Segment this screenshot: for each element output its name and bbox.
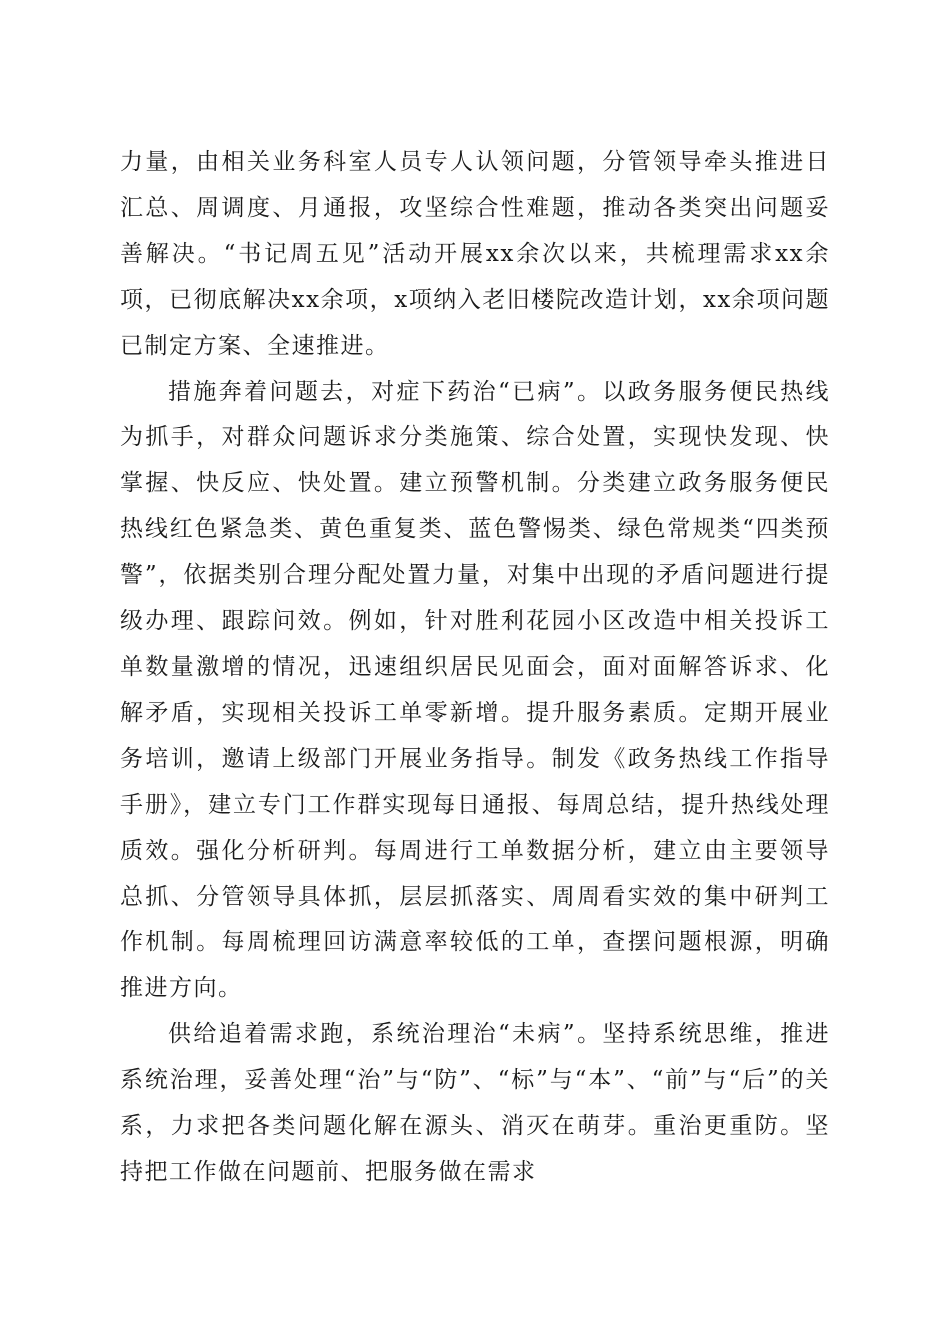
document-body	[120, 140, 830, 1196]
paragraph-1: 力量，由相关业务科室人员专人认领问题，分管领导牵头推进日汇总、周调度、月通报，攻坚综合性难题，推动各类突出问题妥善解决。“书记周五见”活动开展xx余次以来，共梳理需求xx余项，已彻底解决xx余项，x项纳入老旧楼院改造计划，xx余项问题已制定方案、全速推进。	[120, 149, 830, 359]
paragraph-3: 供给追着需求跑，系统治理治“未病”。坚持系统思维，推进系统治理，妥善处理“治”与“防”、“标”与“本”、“前”与“后”的关系，力求把各类问题化解在源头、消灭在萌芽。重治更重防。坚持把工作做在问题前、把服务做在需求	[120, 1021, 830, 1185]
paragraph-2: 措施奔着问题去，对症下药治“已病”。以政务服务便民热线为抓手，对群众问题诉求分类施策、综合处置，实现快发现、快掌握、快反应、快处置。建立预警机制。分类建立政务服务便民热线红色紧急类、黄色重复类、蓝色警惕类、绿色常规类“四类预警”，依据类别合理分配处置力量，对集中出现的矛盾问题进行提级办理、跟踪问效。例如，针对胜利花园小区改造中相关投诉工单数量激增的情况，迅速组织居民见面会，面对面解答诉求、化解矛盾，实现相关投诉工单零新增。提升服务素质。定期开展业务培训，邀请上级部门开展业务指导。制发《政务热线工作指导手册》，建立专门工作群实现每日通报、每周总结，提升热线处理质效。强化分析研判。每周进行工单数据分析，建立由主要领导总抓、分管领导具体抓，层层抓落实、周周看实效的集中研判工作机制。每周梳理回访满意率较低的工单，查摆问题根源，明确推进方向。	[120, 378, 830, 1002]
